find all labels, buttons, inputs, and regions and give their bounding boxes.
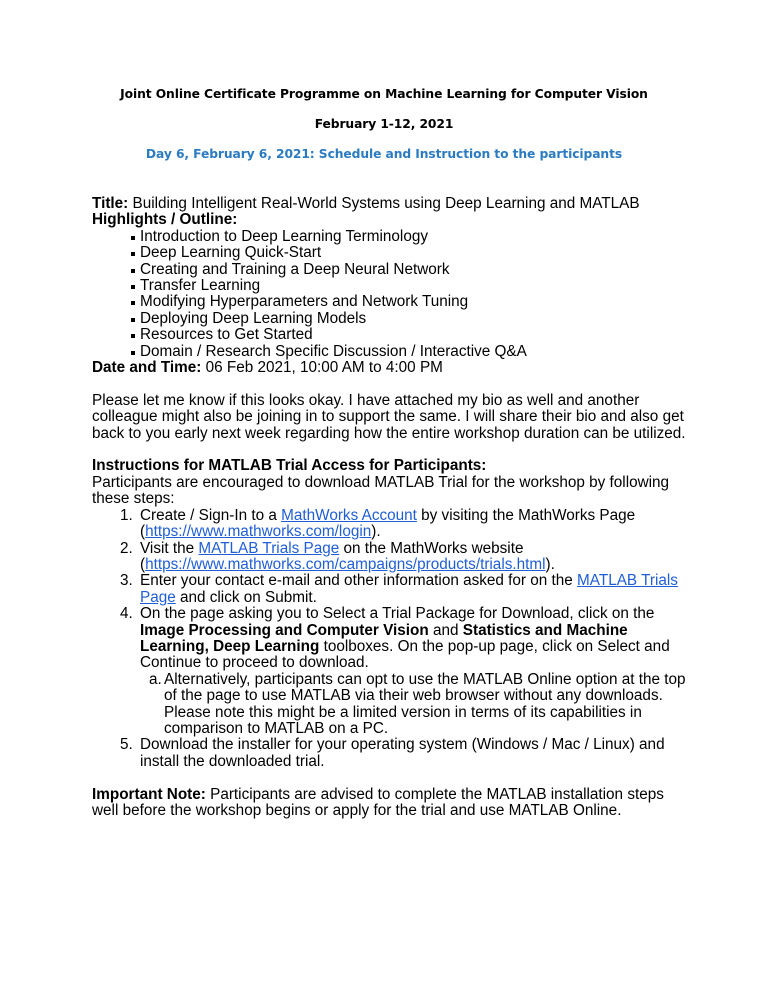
list-item: Domain / Research Specific Discussion / Interactive Q&A (130, 344, 692, 360)
list-item: Transfer Learning (130, 278, 692, 294)
important-label: Important Note: (92, 785, 206, 803)
list-item: Deep Learning Quick-Start (130, 245, 692, 261)
square-bullet-icon (131, 252, 135, 256)
title-value: Building Intelligent Real-World Systems using Deep Learning and MATLAB (128, 195, 640, 212)
step-4: 4. On the page asking you to Select a Trial Package for Download, click on the Image Processing and Computer Vision and Statistics and Machine Learning, Deep Learning toolboxes. On the pop-up page, click on Select and Continue to proceed to download. a. Alternatively, participants can opt to use the MATLAB Online option at the top of the page to use MATLAB via their web browser without any downloads. Please note this might be a limited version in terms of its capabilities in comparison to MATLAB on a PC. (92, 606, 692, 737)
note-paragraph: Please let me know if this looks okay. I have attached my bio as well and another colleague might also be joining in to support the same. I will share their bio and also get back to you early next week regarding how the entire workshop duration can be utilized. (92, 391, 686, 442)
step-3: 3. Enter your contact e-mail and other information asked for on the MATLAB Trials Page and click on Submit. (120, 572, 678, 606)
instructions-heading: Instructions for MATLAB Trial Access for Participants: (92, 457, 487, 475)
matlab-trials-page-link[interactable]: MATLAB Trials Page (198, 539, 340, 557)
square-bullet-icon (131, 301, 135, 305)
square-bullet-icon (131, 285, 135, 289)
list-item: Introduction to Deep Learning Terminology (130, 229, 692, 245)
steps-list (92, 508, 692, 771)
list-item: Deploying Deep Learning Models (130, 311, 692, 327)
list-item: Creating and Training a Deep Neural Network (130, 262, 692, 278)
important-note: Important Note: Participants are advised to complete the MATLAB installation steps well before the workshop begins or apply for the trial and use MATLAB Online. (92, 785, 664, 819)
session-datetime (92, 360, 692, 376)
highlights-list (92, 229, 692, 360)
step-5: 5. Download the installer for your operating system (Windows / Mac / Linux) and install the downloaded trial. (120, 736, 665, 770)
step-4a: a. Alternatively, participants can opt to use the MATLAB Online option at the top of the page to use MATLAB via their web browser without any downloads. Please note this might be a limited version in terms of its capabilities in comparison to MATLAB on a PC. (149, 670, 686, 737)
programme-title: Joint Online Certificate Programme on Machine Learning for Computer Vision (120, 87, 648, 101)
step-4-sublist (140, 672, 692, 738)
title-label: Title: (92, 195, 129, 212)
matlab-trials-page-link-2[interactable]: MATLAB Trials Page (140, 572, 678, 606)
trials-url-link[interactable]: https://www.mathworks.com/campaigns/products/trials.html (145, 555, 546, 573)
programme-dates: February 1-12, 2021 (314, 117, 454, 131)
highlights-heading: Highlights / Outline: (92, 211, 238, 229)
step-1: 1. Create / Sign-In to a MathWorks Account by visiting the MathWorks Page (https://www.mathworks.com/login). (120, 506, 636, 541)
square-bullet-icon (131, 351, 135, 355)
square-bullet-icon (131, 334, 135, 338)
instructions-intro: Participants are encouraged to download MATLAB Trial for the workshop by following these steps: (92, 473, 670, 508)
list-item: Resources to Get Started (130, 327, 692, 343)
square-bullet-icon (131, 318, 135, 322)
mathworks-login-url-link[interactable]: https://www.mathworks.com/login (145, 523, 372, 541)
document-body (92, 196, 692, 819)
step-2: 2. Visit the MATLAB Trials Page on the MathWorks website (https://www.mathworks.com/campaigns/products/trials.html). (120, 539, 555, 573)
day-schedule-heading: Day 6, February 6, 2021: Schedule and Instruction to the participants (145, 147, 623, 161)
square-bullet-icon (131, 236, 135, 240)
mathworks-account-link[interactable]: MathWorks Account (281, 506, 417, 524)
session-title (92, 196, 692, 212)
datetime-value: 06 Feb 2021, 10:00 AM to 4:00 PM (201, 359, 443, 377)
list-item: Modifying Hyperparameters and Network Tuning (130, 294, 692, 310)
square-bullet-icon (131, 269, 135, 273)
datetime-label: Date and Time: (92, 359, 202, 377)
